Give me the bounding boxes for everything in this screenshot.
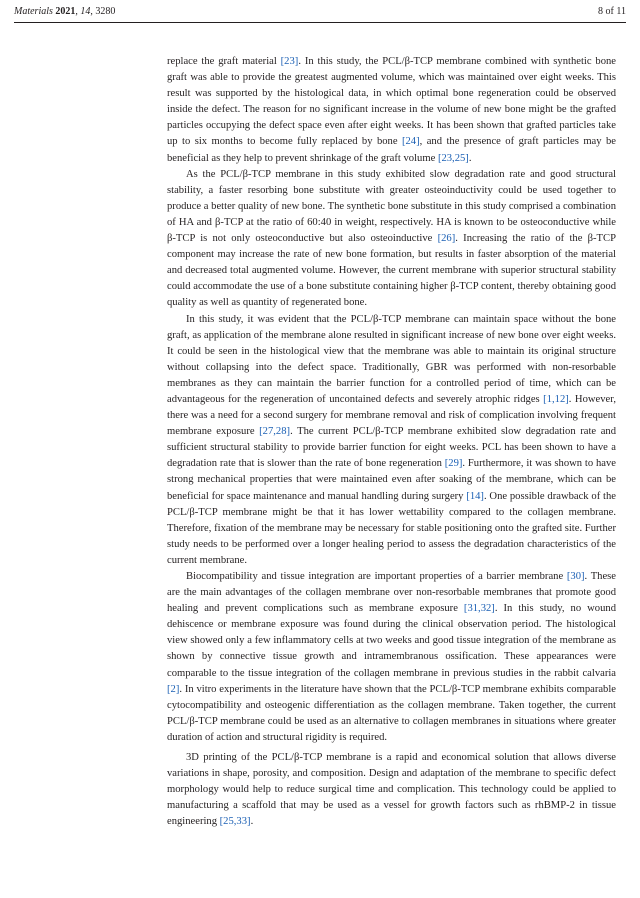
paragraph-text: . One possible drawback of the PCL/β-TCP membrane might be that it has lower wettability compared to the collagen membrane. Therefore, fixation of the membrane may be necessary for stable positioning onto the grafted site. Further study needs to be performed over a longer healing period to assess the degradation characteristics of the current membrane. [167,490,616,566]
running-header [14,4,626,20]
body-paragraph [167,167,616,312]
citation-link[interactable]: [27,28] [259,426,291,438]
citation-link[interactable]: [31,32] [463,603,495,615]
article-number: 3280 [95,6,116,17]
paragraph-text: . In this study, the PCL/β-TCP membrane combined with synthetic bone graft was able to provide the greatest augmented volume, which was maintained over eight weeks. This result was supported by the histological data, in which optimal bone regeneration could be observed inside the defect. The reason for no significant increase in the volume of new bone might be the grafted particles occupying the defect space even after eight weeks. It has been shown that grafted particles take up to six months to become fully replaced by bone [167,56,616,148]
journal-year: 2021 [55,6,76,17]
paragraph-text: Biocompatibility and tissue integration are important properties of a barrier membrane [186,571,567,582]
citation-link[interactable]: [30] [566,571,585,582]
paragraph-text: . [250,816,254,828]
paragraph-text: . However, there was a need for a second surgery for membrane removal and risk of complication involving frequent membrane exposure [167,393,616,438]
paragraph-text: . In vitro experiments in the literature have shown that the PCL/β-TCP membrane exhibits comparable cytocompatibility and osteogenic differentiation as the collagen membrane. Taken together, the current PCL/β-TCP membrane could be used as an alternative to collagen membranes in situations where greater duration of action and structural rigidity is required. [167,683,616,743]
paragraph-text: . Increasing the ratio of the β-TCP component may increase the rate of new bone formation, but results in faster absorption of the material and decreased total augmented volume. However, the current membrane with superior structural stability could accommodate the use of a bone substitute containing higher β-TCP content, thereby obtaining good quality as well as quantity of regenerated bone. [167,233,616,309]
paragraph-text: . Furthermore, it was shown to have strong mechanical properties that were maintained even after soaking of the membrane, which can be beneficial for space maintenance and manual handling during surgery [167,458,616,502]
citation-link[interactable]: [23,25] [437,152,469,164]
paragraph-text: As the PCL/β-TCP membrane in this study exhibited slow degradation rate and good structural stability, a faster resorbing bone substitute with greater osteoinductivity could be used together to produce a better quality of new bone. The synthetic bone substitute in this study comprised a combination of HA and β-TCP at the ratio of 60:40 in weight, respectively. HA is known to be osteoconductive while β-TCP is not only osteoconductive but also osteoinductive [167,168,616,245]
citation-link[interactable]: [2] [167,683,180,695]
paragraph-text: , and the presence of graft particles may be beneficial as they help to prevent shrinkage of the graft volume [167,136,616,164]
citation-link[interactable]: [1,12] [543,393,569,405]
citation-link[interactable]: [29] [444,458,463,470]
body-paragraph [167,569,616,746]
citation-link[interactable]: [23] [280,56,299,67]
journal-name: Materials [14,6,53,17]
header-rule [14,22,626,23]
body-paragraph [167,312,616,570]
page-number: 8 of 11 [598,6,626,17]
citation-link[interactable]: [24] [401,136,420,148]
paragraph-text: 3D printing of the PCL/β-TCP membrane is a rapid and economical solution that allows diverse variations in shape, porosity, and composition. Design and adaptation of the membrane to specific defect morphology would help to reduce surgical time and complication. This technology could be applied to manufacturing a scaffold that may be used as a vessel for growth factors such as rhBMP-2 in tissue engineering [167,752,616,828]
body-paragraph [167,54,616,167]
citation-link[interactable]: [25,33] [219,816,251,828]
article-body [167,54,616,831]
paragraph-text: . In this study, no wound dehiscence or membrane exposure was found during the clinical observation period. The histological view showed only a few inflammatory cells at two weeks and good tissue integration of the membrane as shown by connective tissue growth and intramembranous ossification. These appearances were comparable to the tissue integration of the collagen membrane in previous studies in the rabbit calvaria [167,603,616,679]
paragraph-text: replace the graft material [167,56,281,67]
paragraph-text: . The current PCL/β-TCP membrane exhibited slow degradation rate and sufficient structural stability to provide barrier function for eight weeks. PCL has been shown to have a degradation rate that is slower than the rate of bone regeneration [167,426,617,470]
journal-citation: Materials 2021, 14, 3280 [14,6,116,17]
paragraph-text: . These are the main advantages of the collagen membrane over non-resorbable membranes that promote good healing and prevent complications such as membrane exposure [167,571,616,615]
journal-volume: 14 [80,6,91,17]
paragraph-text: . [468,152,472,164]
citation-link[interactable]: [14] [466,490,484,502]
body-paragraph [167,750,616,830]
paragraph-text: In this study, it was evident that the PCL/β-TCP membrane can maintain space without the bone graft, as application of the membrane alone resulted in significant increase of new bone over eight weeks. It could be seen in the histological view that the membrane was able to maintain its original structure without collapsing into the defect space. Traditionally, GBR was performed with non-resorbable membranes as they can maintain the barrier function for a controlled period of time, which can be advantageous for the regeneration of uncontained defects and severely atrophic ridges [167,313,616,405]
citation-link[interactable]: [26] [437,233,456,245]
